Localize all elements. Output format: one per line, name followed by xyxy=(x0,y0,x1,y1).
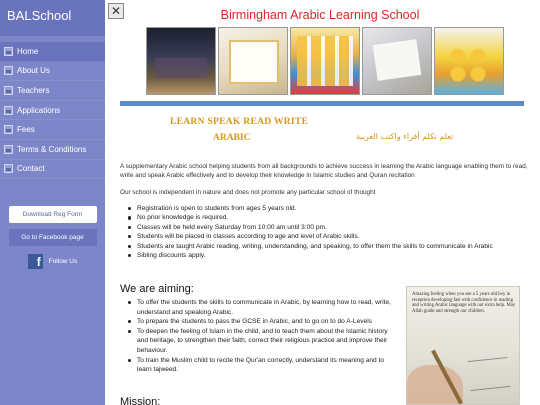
list-item: To train the Muslim child to recite the Qur'an correctly, understand its meaning and to learn tajweed. xyxy=(128,356,396,375)
divider-bar xyxy=(120,101,524,106)
list-item: Classes will be held every Saturday from 10:00 am until 3:00 pm. xyxy=(128,223,528,232)
tagline-arabic: تعلم تكلم أقراء واكتب العربية xyxy=(356,132,454,141)
sidebar-nav xyxy=(0,42,105,179)
list-item: Students will be placed in classes according to age and level of Arabic skills. xyxy=(128,232,528,241)
list-item: To prepare the students to pass the GCSE in Arabic, and to go on to do A-Levels xyxy=(128,317,396,327)
page-icon xyxy=(4,106,13,115)
download-reg-form-button[interactable]: Download Reg Form xyxy=(9,206,97,223)
display-board-photo xyxy=(290,27,360,95)
nav-item-applications[interactable] xyxy=(0,101,105,121)
list-item: No prior knowledge is required. xyxy=(128,213,528,222)
mission-heading: Mission: xyxy=(120,396,161,405)
page-icon xyxy=(4,145,13,154)
nav-item-teachers[interactable] xyxy=(0,81,105,101)
classroom-photo xyxy=(146,27,216,95)
nav-item-fees[interactable] xyxy=(0,120,105,140)
list-item: Students are taught Arabic reading, writing, understanding, and speaking, to offer them the skills to communicate in Arabic xyxy=(128,242,528,251)
list-item: To offer the students the skills to communicate in Arabic, by learning how to read, write, understand and speaking Arabic. xyxy=(128,298,396,317)
facebook-icon[interactable]: f xyxy=(28,254,43,269)
photo-caption: Amazing feeling when you see a 5 years old boy in reception developing fast with confidence in reading and writing Arabic language with our extra help. May Allah guide and strength our children. xyxy=(412,292,516,314)
page-icon xyxy=(4,125,13,134)
nav-label: Applications xyxy=(17,105,61,115)
worksheet-photo xyxy=(218,27,288,95)
nav-label: Teachers xyxy=(17,85,50,95)
tagline-english-arabic: ARABIC xyxy=(213,133,251,143)
page-icon xyxy=(4,164,13,173)
writing-photo xyxy=(362,27,432,95)
page-title: Birmingham Arabic Learning School xyxy=(220,8,420,22)
independence-statement: Our school is independent in nature and does not promote any particular school of thought xyxy=(120,189,376,196)
list-item: Sibling discounts apply. xyxy=(128,251,528,260)
follow-us-label: Follow Us xyxy=(48,258,78,266)
nav-label: Home xyxy=(17,46,39,56)
student-writing-photo xyxy=(406,286,520,405)
facts-list xyxy=(128,204,528,260)
nav-item-home[interactable] xyxy=(0,42,105,62)
facebook-page-button[interactable]: Go to Facebook page xyxy=(9,229,97,246)
page-icon xyxy=(4,66,13,75)
aiming-heading: We are aiming: xyxy=(120,283,194,295)
tagline-english: LEARN SPEAK READ WRITE xyxy=(170,117,309,127)
page-icon xyxy=(4,86,13,95)
aims-list xyxy=(128,298,396,375)
nav-item-contact[interactable] xyxy=(0,160,105,180)
nav-item-terms[interactable] xyxy=(0,140,105,160)
page-icon xyxy=(4,47,13,56)
photo-strip xyxy=(146,27,504,95)
nav-label: Fees xyxy=(17,125,35,135)
site-brand[interactable]: BALSchool xyxy=(0,0,105,36)
emoji-chart-photo xyxy=(434,27,504,95)
intro-paragraph: A supplementary Arabic school helping students from all backgrounds to achieve success in learning the Arabic language enabling them to read, write and speak Arabic effectively and to develop their knowledge in Islamic studies and Quran recitation xyxy=(120,163,528,179)
nav-item-about-us[interactable] xyxy=(0,62,105,82)
nav-label: Terms & Conditions xyxy=(17,144,87,154)
nav-label: Contact xyxy=(17,164,45,174)
sidebar xyxy=(0,0,105,405)
close-menu-button[interactable]: ✕ xyxy=(108,3,124,19)
list-item: Registration is open to students from ages 5 years old. xyxy=(128,204,528,213)
list-item: To deepen the feeling of Islam in the child, and to teach them about the Islamic history and heritage, to strengthen their faith, correct their religious practice and improve their behaviour. xyxy=(128,327,396,356)
follow-us-link[interactable] xyxy=(0,254,105,269)
nav-label: About Us xyxy=(17,66,50,76)
